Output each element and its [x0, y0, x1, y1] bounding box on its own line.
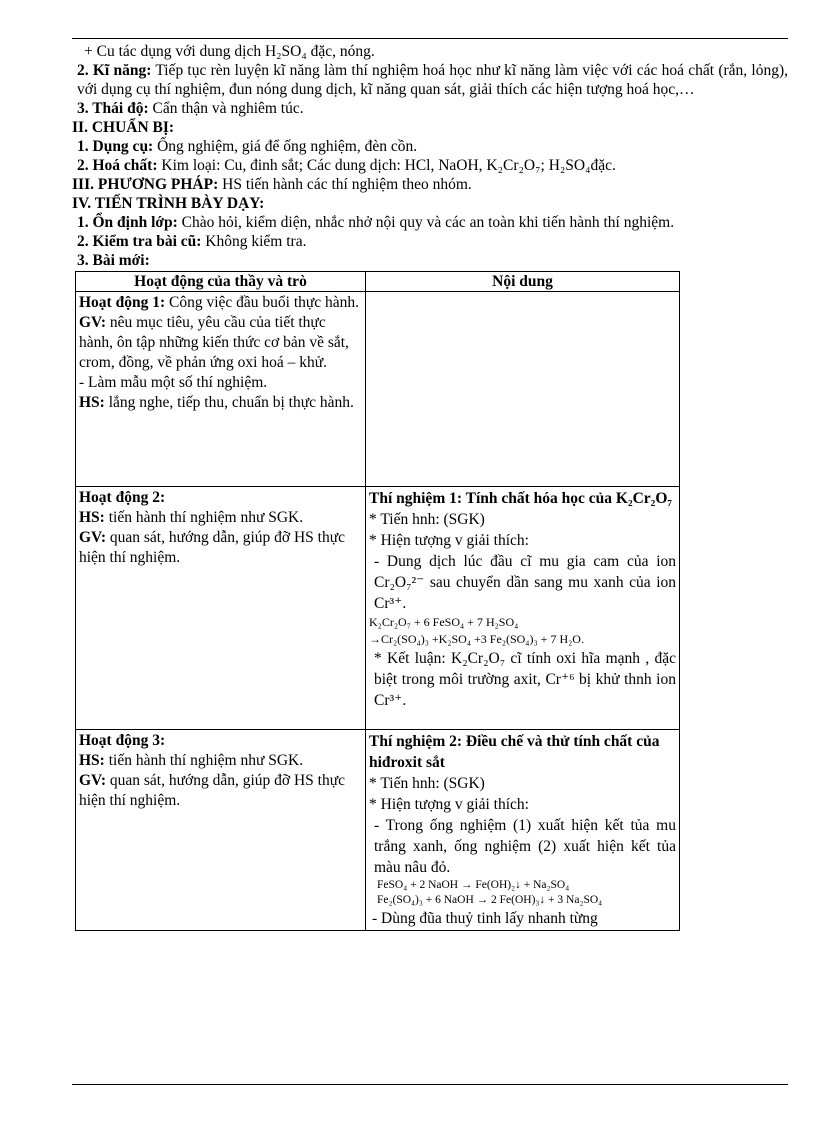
- activity-2-title: Hoạt động 2:: [79, 489, 166, 506]
- bottom-rule: [72, 1084, 788, 1085]
- activity-3-gv-text: quan sát, hướng dẫn, giúp đỡ HS thực hiện thí nghiệm.: [79, 772, 345, 809]
- dung-cu-paragraph: [72, 137, 788, 156]
- activity-1-hs-text: lắng nghe, tiếp thu, chuẩn bị thực hành.: [104, 394, 354, 411]
- kiem-tra-text: Không kiểm tra.: [201, 233, 307, 250]
- on-dinh-text: Chào hỏi, kiểm diện, nhắc nhở nội quy và các an toàn khi tiến hành thí nghiệm.: [177, 214, 675, 231]
- chuan-bi-heading-text: II. CHUẨN BỊ:: [72, 119, 175, 136]
- activity-3-title: Hoạt động 3:: [79, 732, 166, 749]
- kiem-tra-label: 2. Kiểm tra bài cũ:: [77, 233, 202, 250]
- activity-1-hs-label: HS:: [79, 394, 105, 411]
- document-page: [72, 42, 788, 931]
- lesson-table: [75, 271, 680, 931]
- hoa-chat-text: Kim loại: Cu, đinh sắt; Các dung dịch: HCl, NaOH, K₂Cr₂O₇; H₂SO₄đặc.: [157, 157, 616, 174]
- on-dinh-label: 1. Ổn định lớp:: [77, 214, 178, 231]
- activity-2-gv-label: GV:: [79, 529, 106, 546]
- content-3-cell: [366, 730, 680, 931]
- experiment-1-observation-label: * Hiện tượng v giải thích:: [369, 532, 529, 549]
- ki-nang-paragraph: [72, 61, 788, 99]
- kiem-tra-paragraph: [72, 232, 788, 251]
- activity-3-cell: [76, 730, 366, 931]
- content-2-cell: [366, 487, 680, 730]
- experiment-2-equation-line-2: Fe₂(SO₄)₃ + 6 NaOH → 2 Fe(OH)₃↓ + 3 Na₂SO₄: [377, 894, 603, 906]
- experiment-2-last-line: - Dùng đũa thuỷ tinh lấy nhanh từng: [372, 910, 598, 927]
- hoa-chat-paragraph: [72, 156, 788, 175]
- chuan-bi-heading: [72, 118, 788, 137]
- tien-trinh-heading: [72, 194, 788, 213]
- table-row: [76, 487, 680, 730]
- table-header-row: [76, 272, 680, 292]
- experiment-1-observation: - Dung dịch lúc đầu cĩ mu gia cam của ion Cr₂O₇²⁻ sau chuyển dần sang mu xanh của ion Cr³⁺.: [374, 553, 676, 612]
- content-1-cell: [366, 292, 680, 487]
- tien-trinh-heading-text: IV. TIẾN TRÌNH BÀY DẠY:: [72, 195, 265, 212]
- experiment-1-equation-line-2: →Cr₂(SO₄)₃ +K₂SO₄ +3 Fe₂(SO₄)₃ + 7 H₂O.: [369, 632, 584, 646]
- table-row: [76, 292, 680, 487]
- activity-2-gv-text: quan sát, hướng dẫn, giúp đỡ HS thực hiện thí nghiệm.: [79, 529, 345, 566]
- ki-nang-label: 2. Kĩ năng:: [77, 62, 152, 79]
- activity-2-hs-text: tiến hành thí nghiệm như SGK.: [104, 509, 304, 526]
- phuong-phap-paragraph: [72, 175, 788, 194]
- experiment-2-observation: - Trong ống nghiệm (1) xuất hiện kết tủa mu trắng xanh, ống nghiệm (2) xuất hiện kết tủa màu nâu đỏ.: [374, 817, 676, 876]
- header-activities: Hoạt động của thầy và trò: [76, 272, 366, 292]
- top-rule: [72, 38, 788, 39]
- activity-3-hs-text: tiến hành thí nghiệm như SGK.: [104, 752, 304, 769]
- hoa-chat-label: 2. Hoá chất:: [77, 157, 158, 174]
- activity-1-title-rest: Công việc đầu buổi thực hành.: [165, 294, 360, 311]
- activity-1-cell: [76, 292, 366, 487]
- thai-do-paragraph: [72, 99, 788, 118]
- cu-reaction-line: + Cu tác dụng với dung dịch H₂SO₄ đặc, nóng.: [84, 43, 375, 60]
- activity-3-hs-label: HS:: [79, 752, 105, 769]
- activity-1-title: Hoạt động 1:: [79, 294, 166, 311]
- bai-moi-heading: [72, 251, 788, 270]
- activity-2-cell: [76, 487, 366, 730]
- thai-do-text: Cẩn thận và nghiêm túc.: [148, 100, 304, 117]
- activity-1-gv-label: GV:: [79, 314, 106, 331]
- experiment-2-equation-line-1: FeSO₄ + 2 NaOH → Fe(OH)₂↓ + Na₂SO₄: [377, 879, 570, 891]
- dung-cu-label: 1. Dụng cụ:: [77, 138, 154, 155]
- experiment-2-observation-label: * Hiện tượng v giải thích:: [369, 796, 529, 813]
- experiment-2-title: Thí nghiệm 2: Điều chế và thử tính chất của hiđroxit sắt: [369, 733, 660, 771]
- experiment-1-equation-line-1: K₂Cr₂O₇ + 6 FeSO₄ + 7 H₂SO₄: [369, 615, 519, 629]
- phuong-phap-label: III. PHƯƠNG PHÁP:: [72, 176, 219, 193]
- activity-3-gv-label: GV:: [79, 772, 106, 789]
- dung-cu-text: Ống nghiệm, giá để ống nghiệm, đèn cồn.: [153, 138, 418, 155]
- experiment-1-conclusion: * Kết luận: K₂Cr₂O₇ cĩ tính oxi hĩa mạnh , đặc biệt trong môi trường axit, Cr⁺⁶ bị khử thnh ion Cr³⁺.: [374, 650, 676, 709]
- activity-2-hs-label: HS:: [79, 509, 105, 526]
- bai-moi-text: 3. Bài mới:: [77, 252, 150, 269]
- on-dinh-paragraph: [72, 213, 788, 232]
- phuong-phap-text: HS tiến hành các thí nghiệm theo nhóm.: [218, 176, 472, 193]
- experiment-1-title: Thí nghiệm 1: Tính chất hóa học của K₂Cr₂O₇: [369, 490, 673, 507]
- activity-1-note: - Làm mẫu một số thí nghiệm.: [79, 374, 268, 391]
- experiment-2-procedure: * Tiến hnh: (SGK): [369, 775, 485, 792]
- activity-1-gv-text: nêu mục tiêu, yêu cầu của tiết thực hành, ôn tập những kiến thức cơ bản về sắt, crom, đồng, về phản ứng oxi hoá – khử.: [79, 314, 349, 371]
- table-row: [76, 730, 680, 931]
- thai-do-label: 3. Thái độ:: [77, 100, 149, 117]
- experiment-1-procedure: * Tiến hnh: (SGK): [369, 511, 485, 528]
- ki-nang-text: Tiếp tục rèn luyện kĩ năng làm thí nghiệm hoá học như kĩ năng làm việc với các hoá chất (rắn, lỏng), với dụng cụ thí nghiệm, đun nóng dung dịch, kĩ năng quan sát, giải thích các hiện tượng hoá học,…: [77, 62, 788, 98]
- header-content: Nội dung: [366, 272, 680, 292]
